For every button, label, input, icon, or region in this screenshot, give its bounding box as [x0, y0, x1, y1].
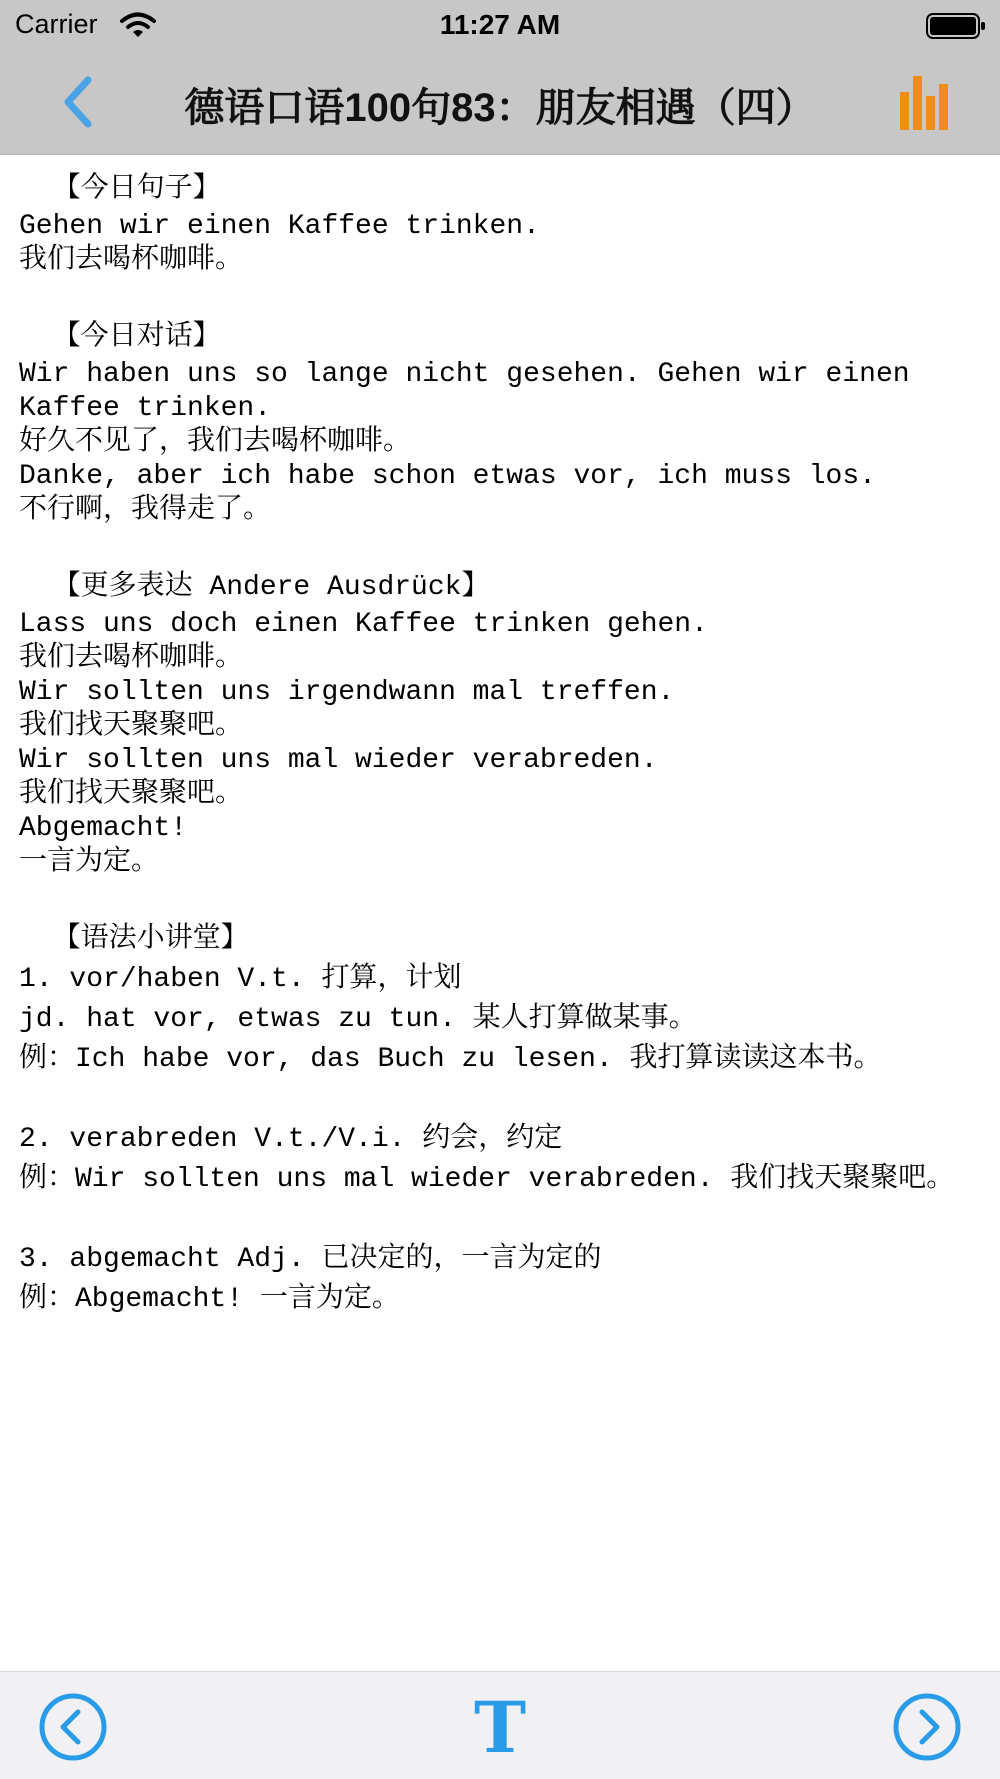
chevron-left-icon [58, 74, 118, 130]
content-line: 一言为定。 [19, 847, 160, 878]
content-line: 1. vor/haben V.t. 打算，计划 [19, 964, 462, 995]
paragraph-gap [19, 1200, 989, 1240]
paragraph-gap [19, 528, 989, 568]
status-time: 11:27 AM [439, 9, 561, 40]
circle-chevron-right-icon [892, 1692, 962, 1762]
section-heading: 【今日对话】 [19, 322, 221, 353]
back-button[interactable] [58, 74, 118, 130]
content-line: Abgemacht! [19, 813, 188, 844]
content-line: Wir sollten uns mal wieder verabreden. [19, 745, 658, 776]
previous-lesson-button[interactable] [38, 1692, 108, 1762]
carrier-label: Carrier [15, 9, 98, 39]
font-size-button[interactable] [465, 1692, 535, 1762]
paragraph-gap [19, 1080, 989, 1120]
content-line: 例：Wir sollten uns mal wieder verabreden. 我们找天聚聚吧。 [19, 1164, 955, 1195]
battery-icon [926, 13, 986, 44]
svg-text:T: T [473, 1692, 527, 1762]
content-line: jd. hat vor, etwas zu tun. 某人打算做某事。 [19, 1004, 697, 1035]
navigation-bar [0, 50, 1000, 155]
content-line: 我们找天聚聚吧。 [19, 711, 244, 742]
content-line: 3. abgemacht Adj. 已决定的，一言为定的 [19, 1244, 602, 1275]
text-size-icon [465, 1692, 535, 1762]
section-heading: 【更多表达 Andere Ausdrück】 [19, 572, 490, 603]
content-line: 2. verabreden V.t./V.i. 约会，约定 [19, 1124, 563, 1155]
content-line: Gehen wir einen Kaffee trinken. [19, 211, 540, 242]
section-heading: 【语法小讲堂】 [19, 924, 249, 955]
circle-chevron-left-icon [38, 1692, 108, 1762]
page-title: 德语口语100句83：朋友相遇（四） [184, 86, 816, 130]
content-line: 我们去喝杯咖啡。 [19, 245, 244, 276]
section-heading: 【今日句子】 [19, 174, 221, 205]
bottom-toolbar [0, 1671, 1000, 1779]
content-line: 例：Ich habe vor, das Buch zu lesen. 我打算读读这本书。 [19, 1044, 882, 1075]
content-line: Danke, aber ich habe schon etwas vor, ich muss los. [19, 461, 876, 492]
audio-chart-button[interactable] [898, 74, 956, 132]
content-line: 我们去喝杯咖啡。 [19, 643, 244, 674]
paragraph-gap [19, 278, 989, 318]
bar-chart-icon [898, 74, 956, 132]
content-line: 我们找天聚聚吧。 [19, 779, 244, 810]
paragraph-gap [19, 880, 989, 920]
content-line: 例：Abgemacht! 一言为定。 [19, 1284, 400, 1315]
content-line: 好久不见了，我们去喝杯咖啡。 [19, 427, 412, 458]
content-line: Lass uns doch einen Kaffee trinken gehen. [19, 609, 708, 640]
content-line: Wir haben uns so lange nicht gesehen. Gehen wir einen Kaffee trinken. [19, 359, 927, 424]
content-line: Wir sollten uns irgendwann mal treffen. [19, 677, 675, 708]
lesson-content [19, 170, 989, 1320]
content-line: 不行啊，我得走了。 [19, 495, 272, 526]
status-bar [0, 0, 1000, 50]
next-lesson-button[interactable] [892, 1692, 962, 1762]
